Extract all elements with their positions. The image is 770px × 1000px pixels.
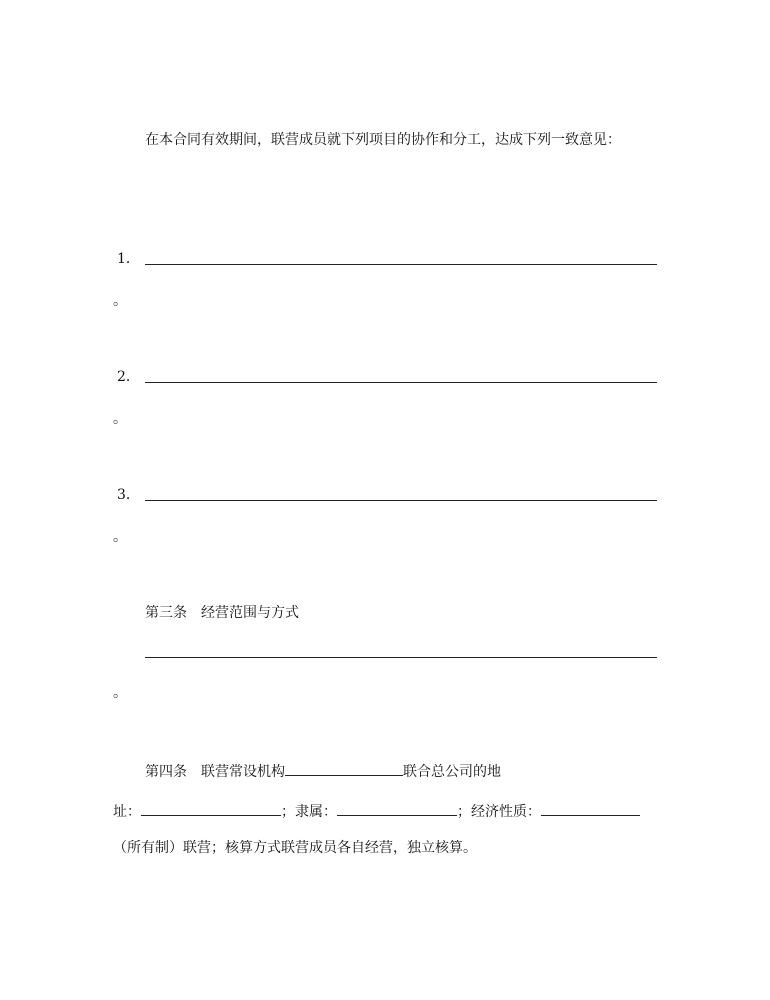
fill-in-line[interactable] bbox=[145, 382, 657, 383]
article-3-heading: 第三条 经营范围与方式 bbox=[145, 605, 299, 621]
article-4-prefix: 第四条 联营常设机构 bbox=[145, 764, 285, 780]
item-end-mark: 。 bbox=[113, 293, 127, 309]
address-blank[interactable] bbox=[141, 800, 281, 816]
affiliation-blank[interactable] bbox=[337, 800, 457, 816]
item-number: 3． bbox=[117, 487, 140, 503]
item-number: 1． bbox=[117, 251, 140, 267]
economic-nature-blank[interactable] bbox=[541, 800, 640, 816]
fill-in-line[interactable] bbox=[145, 264, 657, 265]
nature-label: ；经济性质： bbox=[457, 804, 541, 820]
address-label: 址： bbox=[113, 804, 141, 820]
article-4-line-1 bbox=[145, 760, 501, 782]
fill-in-line[interactable] bbox=[145, 657, 657, 658]
intro-paragraph: 在本合同有效期间，联营成员就下列项目的协作和分工，达成下列一致意见： bbox=[145, 132, 621, 148]
article-4-line-3: （所有制）联营；核算方式联营成员各自经营，独立核算。 bbox=[113, 840, 477, 856]
article-3-end-mark: 。 bbox=[113, 685, 127, 701]
item-number: 2． bbox=[117, 369, 140, 385]
item-end-mark: 。 bbox=[113, 411, 127, 427]
office-name-blank[interactable] bbox=[285, 760, 403, 776]
article-4-suffix: 联合总公司的地 bbox=[403, 764, 501, 780]
article-4-line-2 bbox=[113, 800, 640, 822]
fill-in-line[interactable] bbox=[145, 500, 657, 501]
affiliation-label: ；隶属： bbox=[281, 804, 337, 820]
item-end-mark: 。 bbox=[113, 529, 127, 545]
